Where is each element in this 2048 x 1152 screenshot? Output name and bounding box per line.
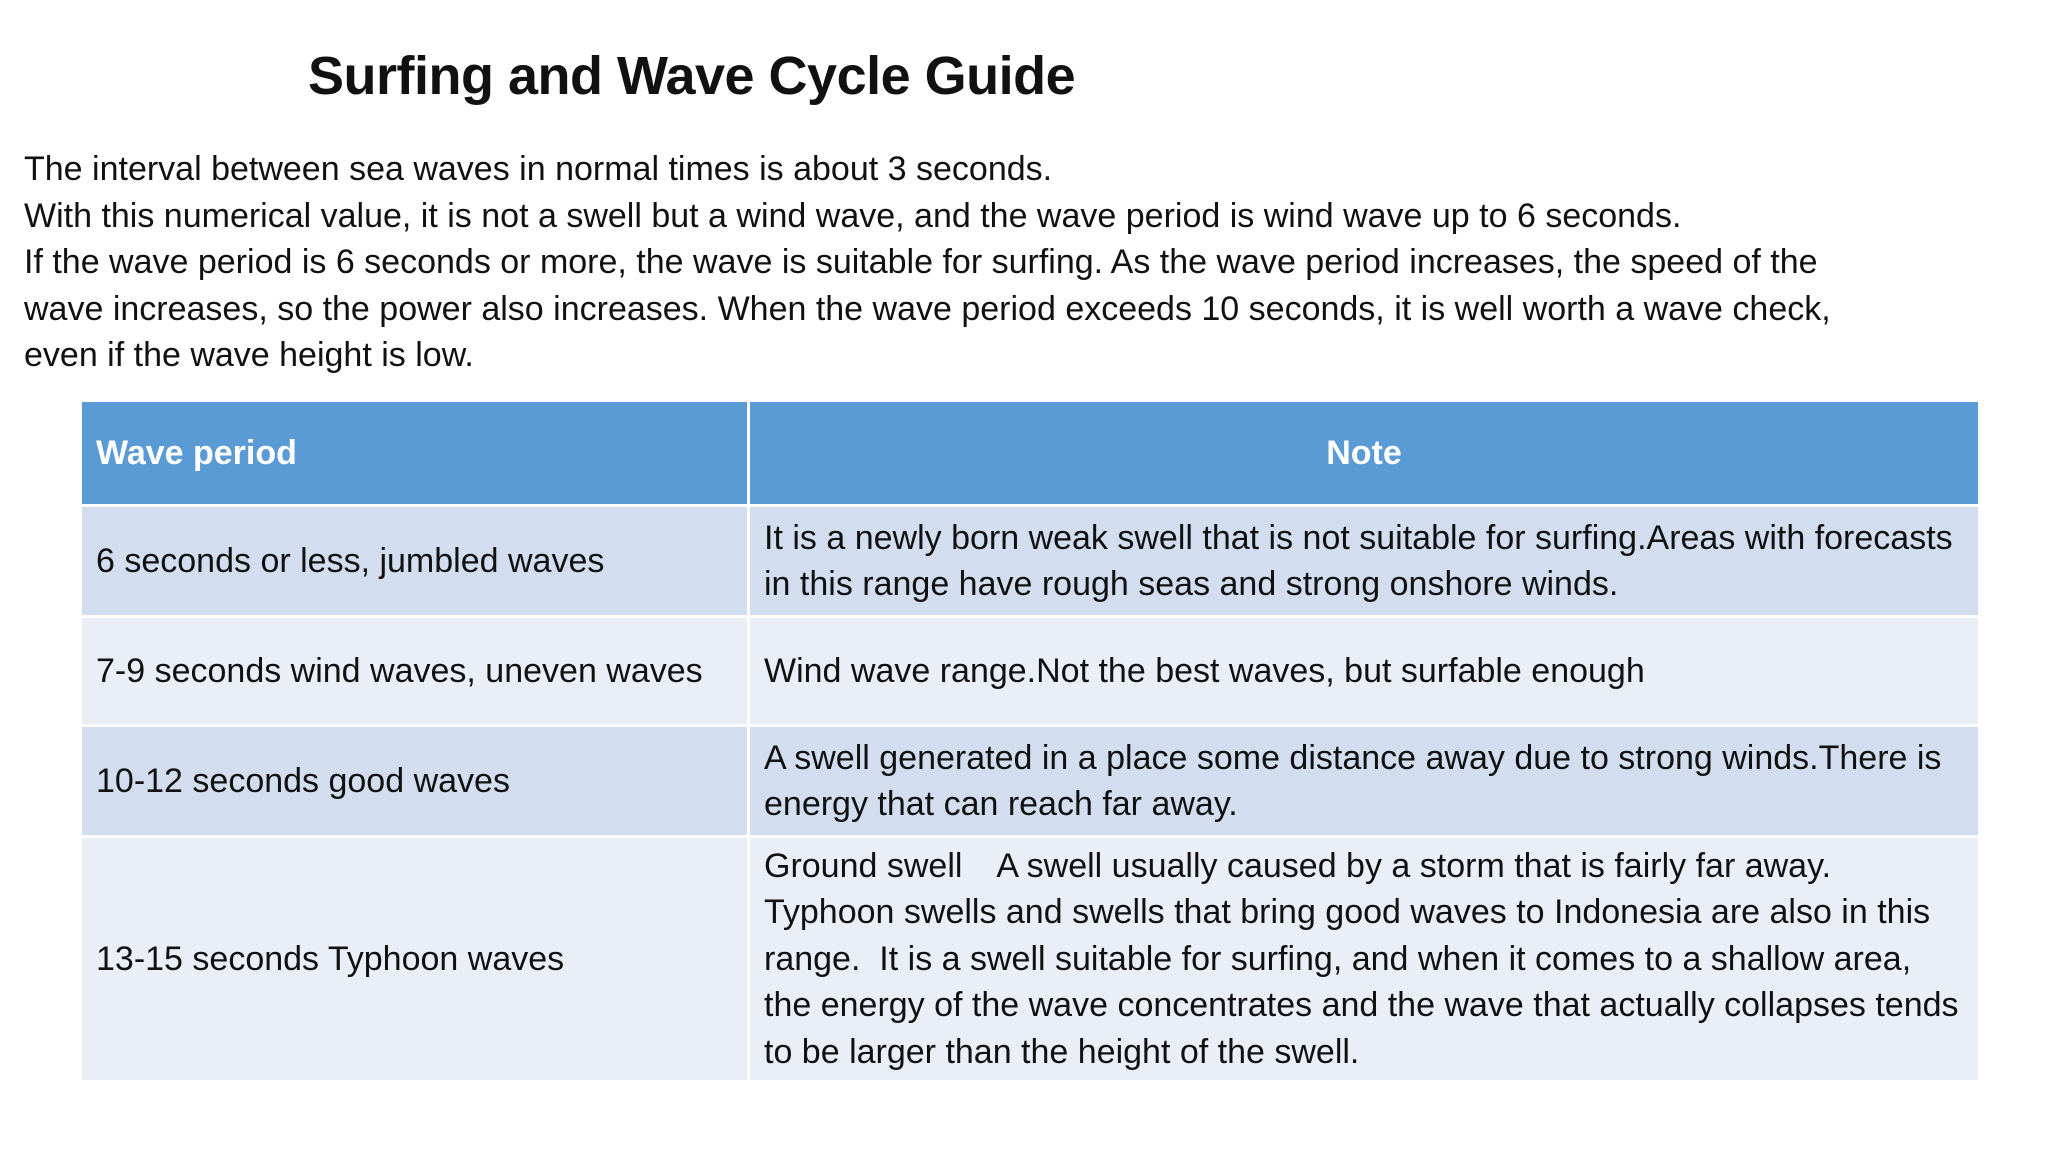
table-row (81, 726, 1980, 837)
intro-line: With this numerical value, it is not a swell but a wind wave, and the wave period is wind wave up to 6 seconds. (24, 196, 1682, 235)
column-header-note: Note (749, 401, 1980, 506)
wave-period-table (79, 399, 1978, 1083)
wave-period-cell: 6 seconds or less, jumbled waves (81, 506, 749, 617)
wave-period-cell: 7-9 seconds wind waves, uneven waves (81, 617, 749, 726)
column-header-wave-period: Wave period (81, 401, 749, 506)
intro-text (24, 146, 1964, 379)
page-title: Surfing and Wave Cycle Guide (308, 46, 1076, 106)
wave-period-cell: 13-15 seconds Typhoon waves (81, 837, 749, 1082)
table-row (81, 617, 1980, 726)
table-row (81, 506, 1980, 617)
note-cell: Wind wave range.Not the best waves, but surfable enough (749, 617, 1980, 726)
note-cell: It is a newly born weak swell that is not suitable for surfing.Areas with forecasts in this range have rough seas and strong onshore winds. (749, 506, 1980, 617)
intro-line: The interval between sea waves in normal times is about 3 seconds. (24, 150, 1053, 188)
table (79, 399, 1981, 1083)
intro-line: wave increases, so the power also increases. When the wave period exceeds 10 seconds, it is well worth a wave check, (24, 289, 1831, 328)
note-cell: Ground swell A swell usually caused by a storm that is fairly far away. Typhoon swells and swells that bring good waves to Indonesia are also in this range. It is a swell suitable for surfing, and when it comes to a shallow area, the energy of the wave concentrates and the wave that actually collapses tends to be larger than the height of the swell. (749, 837, 1980, 1082)
intro-line: even if the wave height is low. (24, 336, 474, 374)
wave-period-cell: 10-12 seconds good waves (81, 726, 749, 837)
note-cell: A swell generated in a place some distance away due to strong winds.There is energy that can reach far away. (749, 726, 1980, 837)
intro-line: If the wave period is 6 seconds or more, the wave is suitable for surfing. As the wave period increases, the speed of the (24, 243, 1818, 281)
table-header-row (81, 401, 1980, 506)
table-row (81, 837, 1980, 1082)
